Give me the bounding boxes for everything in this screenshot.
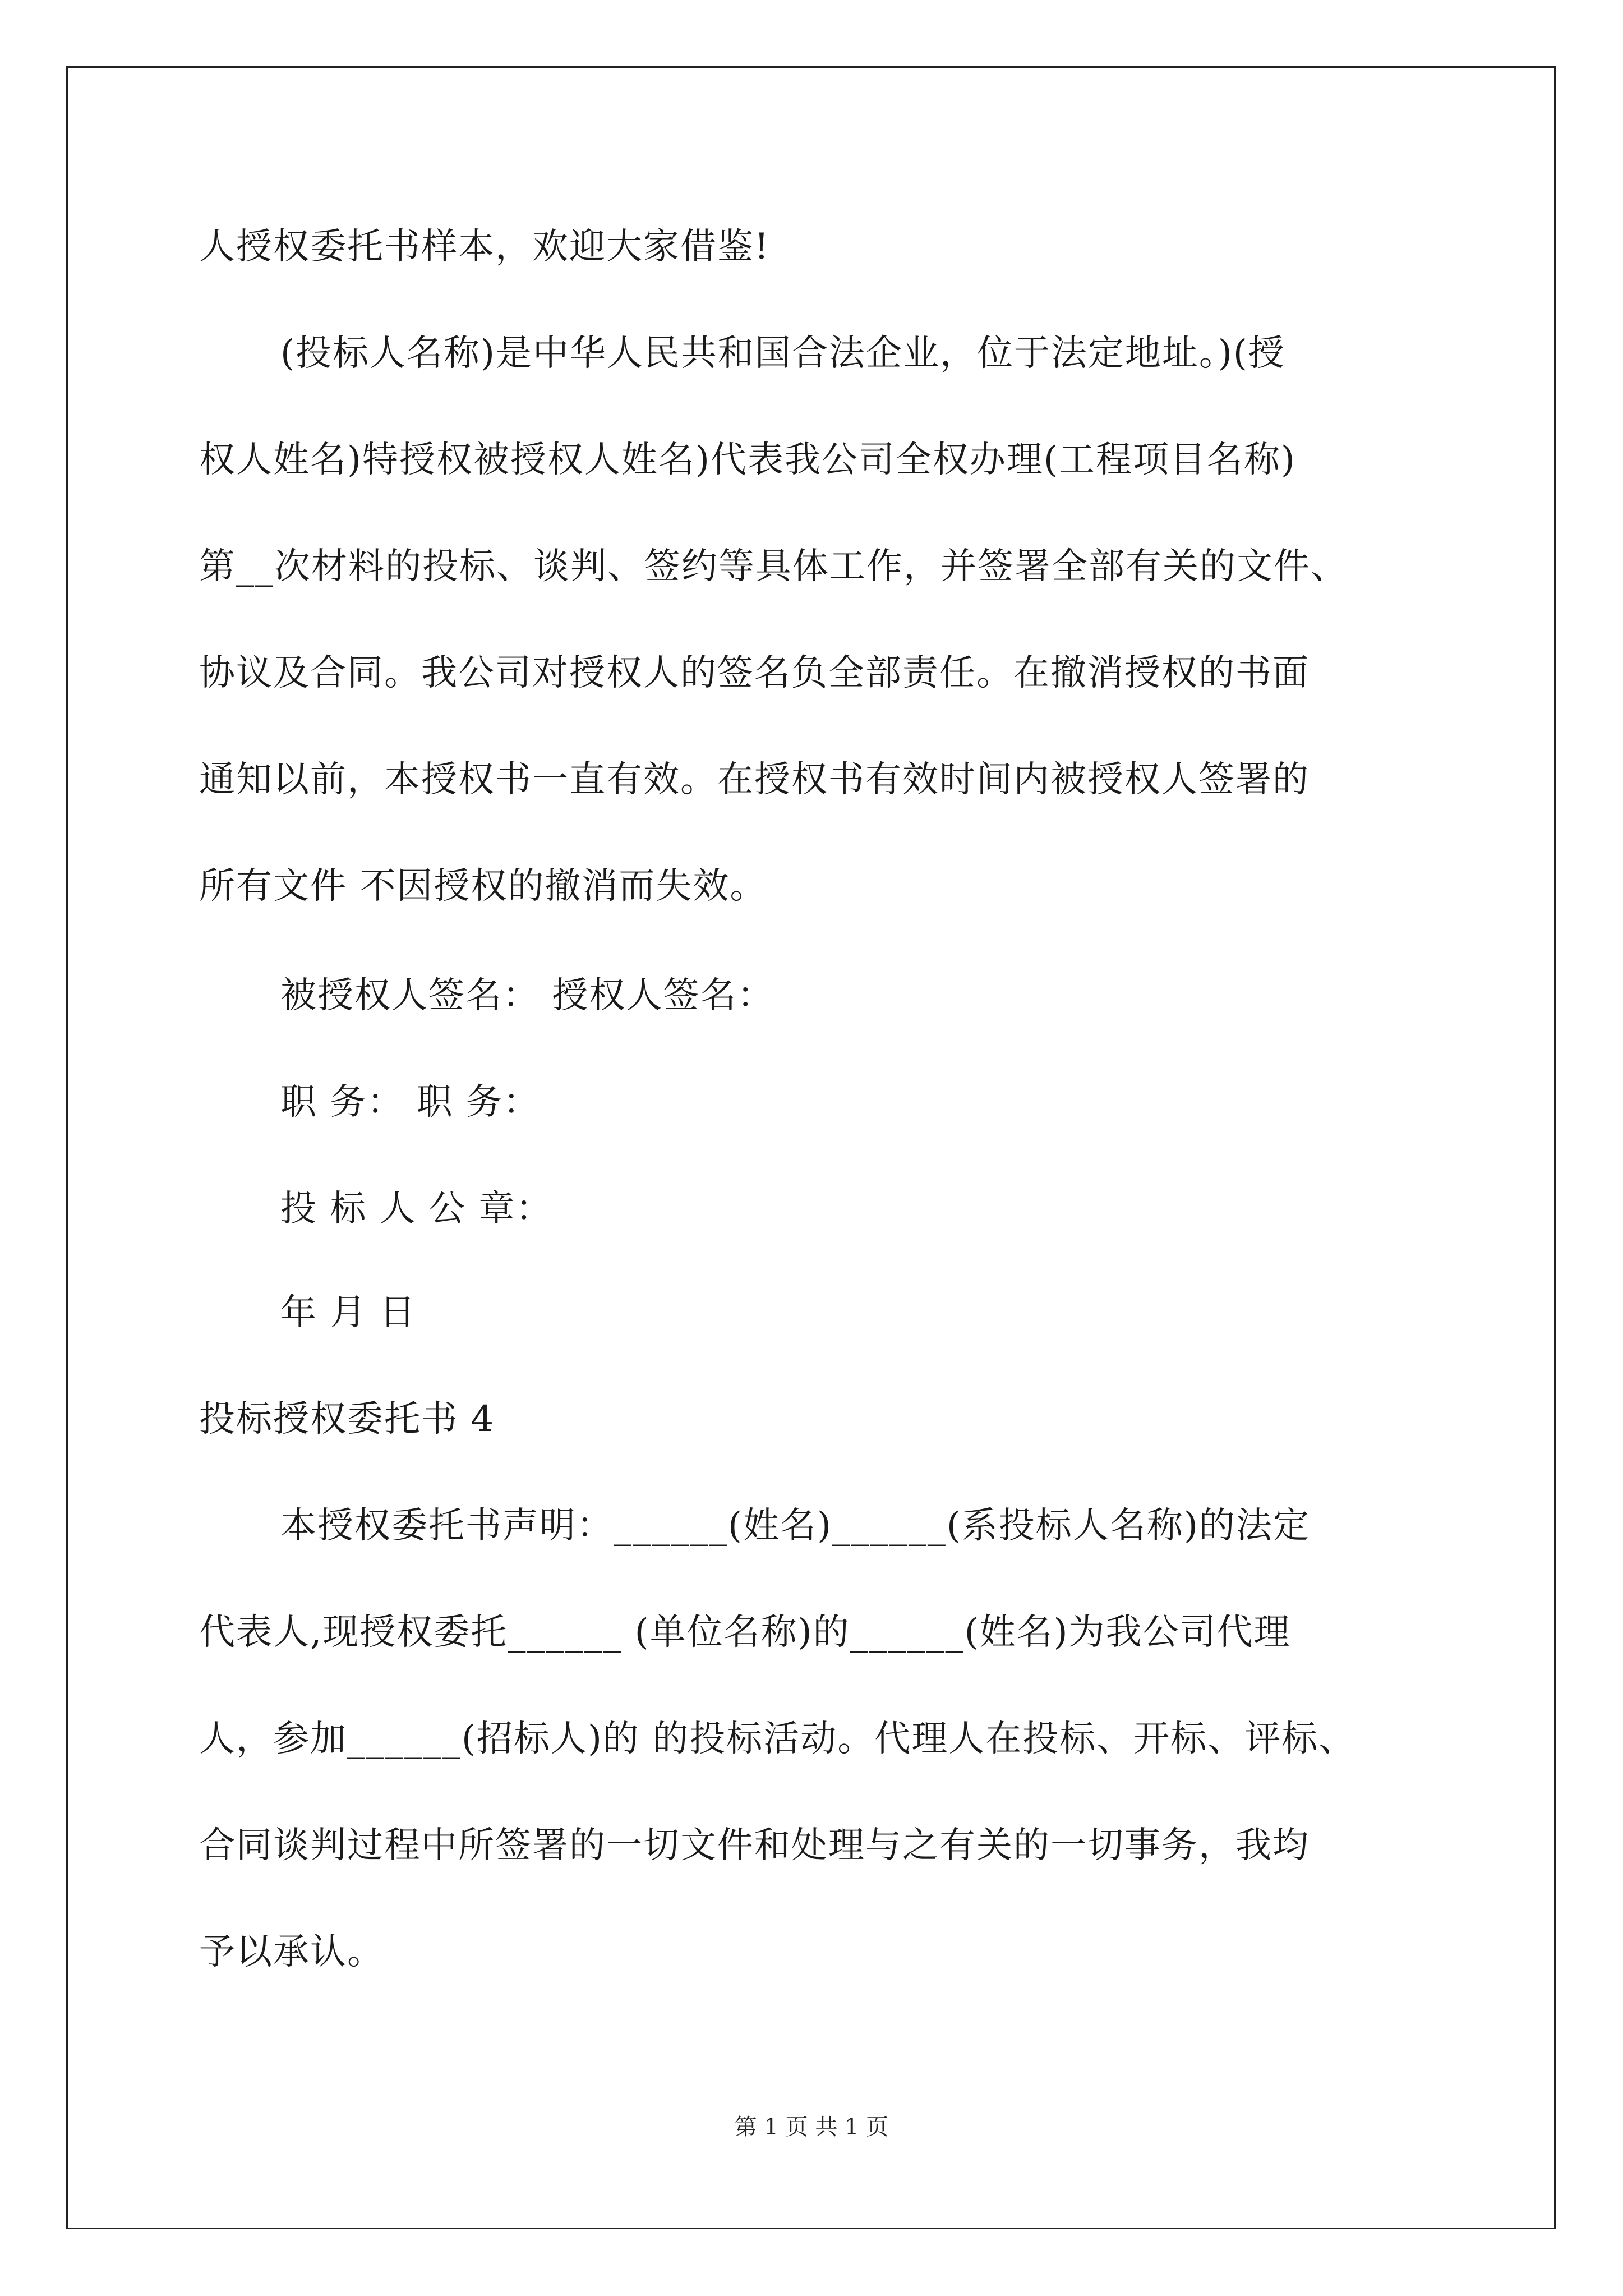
text-line-7: 所有文件 不因授权的撤消而失效。 — [199, 866, 767, 907]
text-line-4: 第__次材料的投标、谈判、签约等具体工作，并签署全部有关的文件、 — [199, 546, 1348, 587]
text-line-15: 人，参加______(招标人)的 的投标活动。代理人在投标、开标、评标、 — [199, 1718, 1356, 1760]
seal-line: 投 标 人 公 章： — [280, 1188, 553, 1230]
signature-line-authorized: 被授权人签名： 授权人签名： — [280, 975, 774, 1016]
page-border — [66, 66, 1556, 2229]
text-line-17: 予以承认。 — [199, 1931, 384, 1973]
page-footer: 第 1 页 共 1 页 — [734, 2114, 889, 2140]
section-heading: 投标授权委托书 4 — [199, 1398, 495, 1440]
text-line-1: 人授权委托书样本，欢迎大家借鉴! — [199, 226, 770, 268]
position-line: 职 务： 职 务： — [280, 1082, 541, 1123]
date-line: 年 月 日 — [280, 1292, 417, 1333]
text-line-6: 通知以前，本授权书一直有效。在授权书有效时间内被授权人签署的 — [199, 759, 1310, 800]
text-line-14: 代表人,现授权委托______ (单位名称)的______(姓名)为我公司代理 — [199, 1612, 1291, 1653]
text-line-16: 合同谈判过程中所签署的一切文件和处理与之有关的一切事务，我均 — [199, 1825, 1310, 1866]
text-line-3: 权人姓名)特授权被授权人姓名)代表我公司全权办理(工程项目名称) — [199, 439, 1296, 481]
text-line-2: (投标人名称)是中华人民共和国合法企业，位于法定地址。)(授 — [280, 333, 1285, 374]
text-line-5: 协议及合同。我公司对授权人的签名负全部责任。在撤消授权的书面 — [199, 652, 1310, 694]
text-line-13: 本授权委托书声明：______(姓名)______(系投标人名称)的法定 — [280, 1505, 1310, 1547]
